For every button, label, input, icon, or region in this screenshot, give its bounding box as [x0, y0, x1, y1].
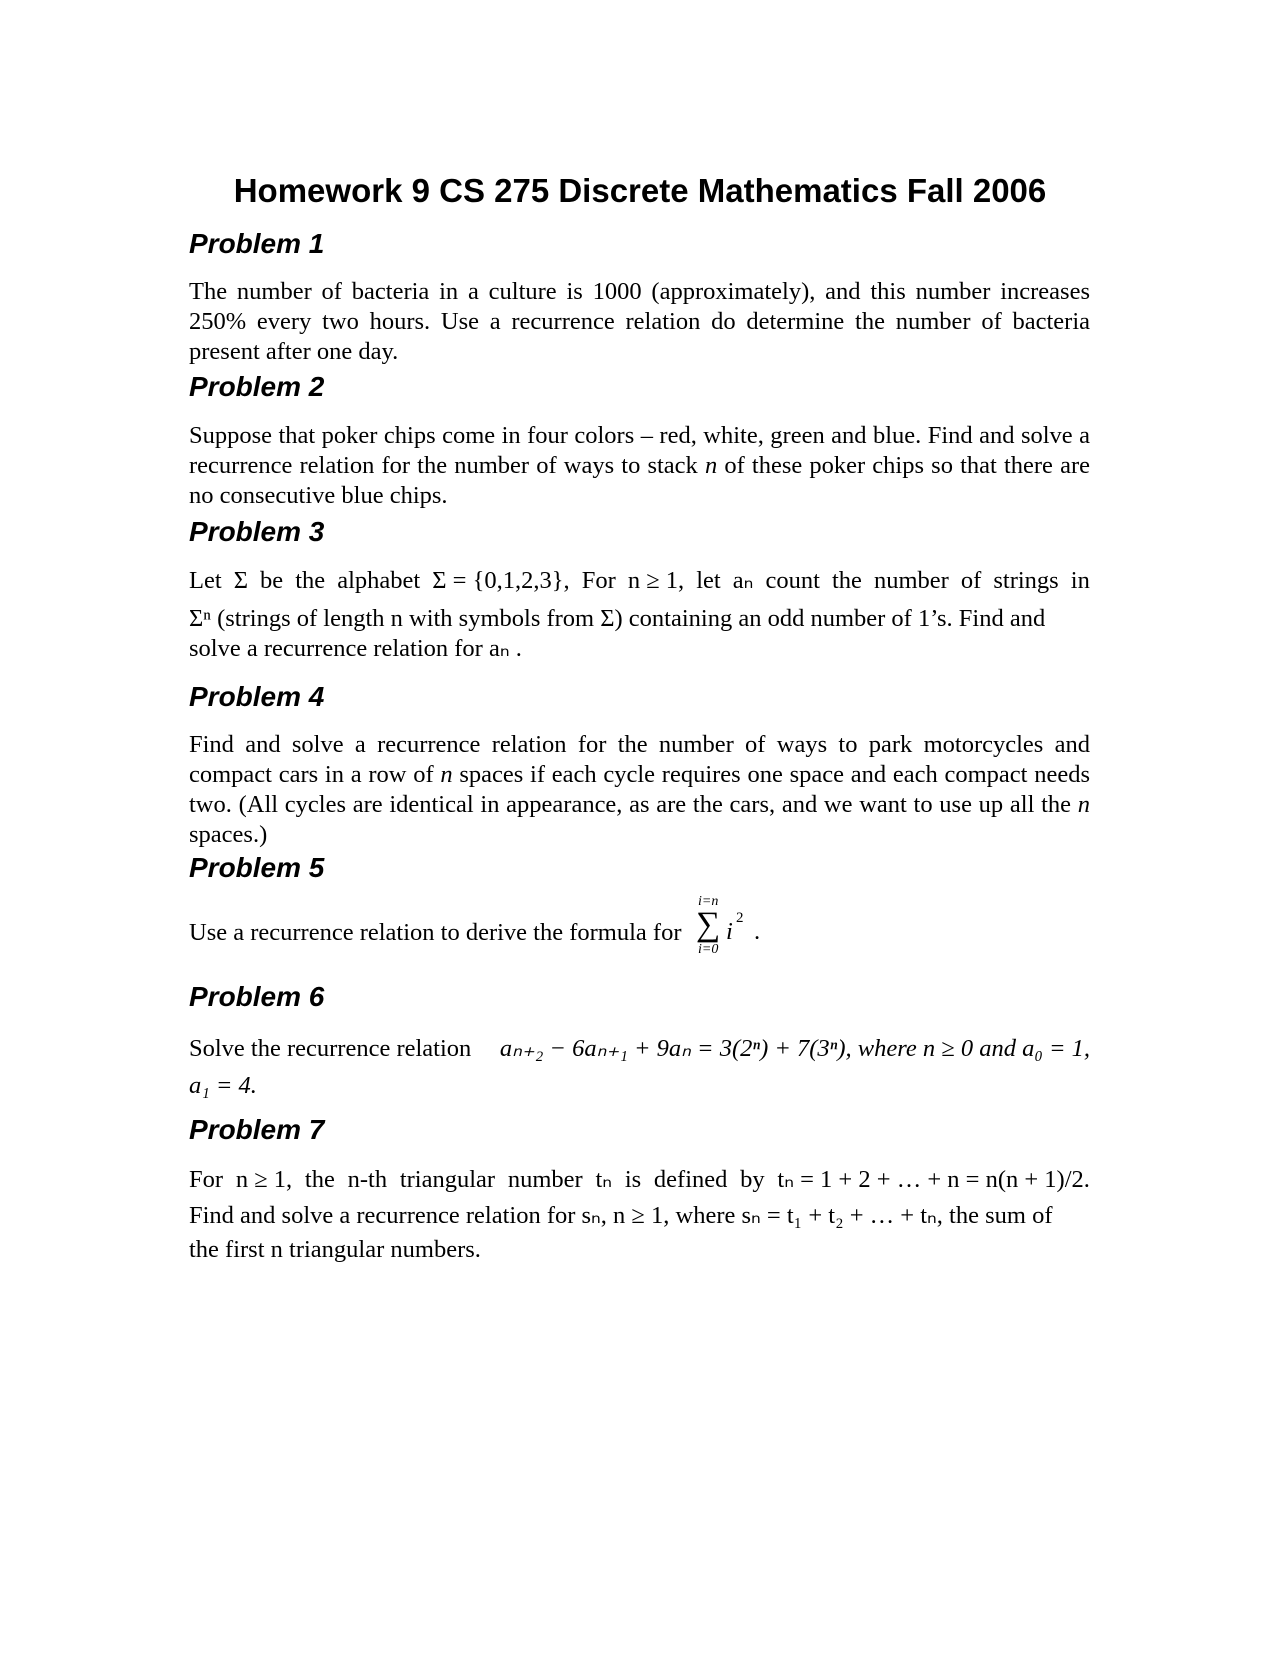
problem-7-line-1-word: defined	[653, 1166, 728, 1193]
problem-6-heading: Problem 6	[189, 981, 325, 1012]
problem-7-line-1	[189, 1165, 1090, 1195]
problem-7-line-2: Find and solve a recurrence relation for sₙ, n ≥ 1, where sₙ = t₁ + t₂ + … + tₙ, the sum of	[189, 1202, 1053, 1229]
problem-7-line-1-word: tₙ	[595, 1166, 613, 1193]
problem-4-text: Find and solve a recurrence relation for the number of ways to park motorcycles and compact cars in a row of n spaces if each cycle requires one space and each compact needs two. (All cycles are identical in appearance, as are the cars, and we want to use up all the n spaces.)	[189, 731, 1090, 848]
problem-6-line-2: a₁ = 4.	[189, 1072, 257, 1099]
problem-7-line-1-word: n-th	[347, 1166, 388, 1193]
problem-7-line-1-word: number	[507, 1166, 583, 1193]
problem-3-line-1-word: n ≥ 1,	[627, 567, 685, 594]
problem-3-line-1-word: strings	[993, 567, 1059, 594]
problem-3-line-1-word: in	[1070, 567, 1090, 594]
problem-4-heading: Problem 4	[189, 681, 325, 712]
problem-3-line-1-word: the	[831, 567, 862, 594]
sum-upper-limit: i=n	[698, 894, 719, 909]
summand-exponent: 2	[736, 910, 744, 926]
problem-3-line-1-word: aₙ	[732, 567, 754, 594]
summand: i	[726, 918, 733, 945]
problem-3-line-1	[189, 566, 1090, 596]
problem-5-text: Use a recurrence relation to derive the formula for	[189, 919, 682, 946]
problem-3-line-1-word: let	[696, 567, 721, 594]
problem-3-line-1-word: Σ = {0,1,2,3},	[432, 567, 570, 594]
problem-3-line-1-word: of	[960, 567, 982, 594]
problem-7-line-1-word: triangular	[399, 1166, 496, 1193]
problem-3-line-1-word: alphabet	[337, 567, 421, 594]
problem-3-line-3: solve a recurrence relation for aₙ .	[189, 635, 522, 662]
problem-3-line-1-word: number	[873, 567, 949, 594]
problem-7-line-1-word: the	[304, 1166, 335, 1193]
problem-7-heading: Problem 7	[189, 1114, 325, 1145]
problem-3-line-1-word: Σ	[233, 567, 248, 594]
problem-6-line-1: Solve the recurrence relation aₙ₊₂ − 6aₙ₊₁ + 9aₙ = 3(2ⁿ) + 7(3ⁿ), where n ≥ 0 and a₀ = 1,	[189, 1035, 1090, 1062]
problem-7-line-1-word: by	[740, 1166, 765, 1193]
problem-1-text: The number of bacteria in a culture is 1000 (approximately), and this number increases 250% every two hours. Use a recurrence relation do determine the number of bacteria present after one day.	[189, 278, 1090, 365]
problem-7-line-1-word: is	[624, 1166, 642, 1193]
problem-3-line-2: Σⁿ (strings of length n with symbols from Σ) containing an odd number of 1’s. Find and	[189, 605, 1046, 632]
problem-7-line-1-word: tₙ = 1 + 2 + … + n = n(n + 1)/2.	[777, 1166, 1090, 1193]
problem-3-line-1-word: the	[295, 567, 326, 594]
problem-3-line-1-word: be	[260, 567, 284, 594]
problem-3-heading: Problem 3	[189, 516, 325, 547]
problem-1-heading: Problem 1	[189, 228, 325, 259]
sum-lower-limit: i=0	[698, 942, 719, 957]
problem-5-heading: Problem 5	[189, 852, 325, 883]
problem-3-line-1-word: For	[581, 567, 616, 594]
problem-2-heading: Problem 2	[189, 371, 325, 402]
sum-sigma-symbol: ∑	[696, 906, 721, 943]
page-title: Homework 9 CS 275 Discrete Mathematics Fall 2006	[233, 172, 1047, 209]
problem-7-line-1-word: n ≥ 1,	[235, 1166, 293, 1193]
problem-2-text: Suppose that poker chips come in four colors – red, white, green and blue. Find and solve a recurrence relation for the number of ways to stack n of these poker chips so that there are no consecutive blue chips.	[189, 422, 1090, 509]
problem-3-line-1-word: Let	[189, 567, 222, 594]
problem-7-line-1-word: For	[189, 1166, 224, 1193]
problem-3-line-1-word: count	[765, 567, 820, 594]
formula-period: .	[754, 918, 761, 945]
problem-7-line-3: the first n triangular numbers.	[189, 1236, 481, 1263]
